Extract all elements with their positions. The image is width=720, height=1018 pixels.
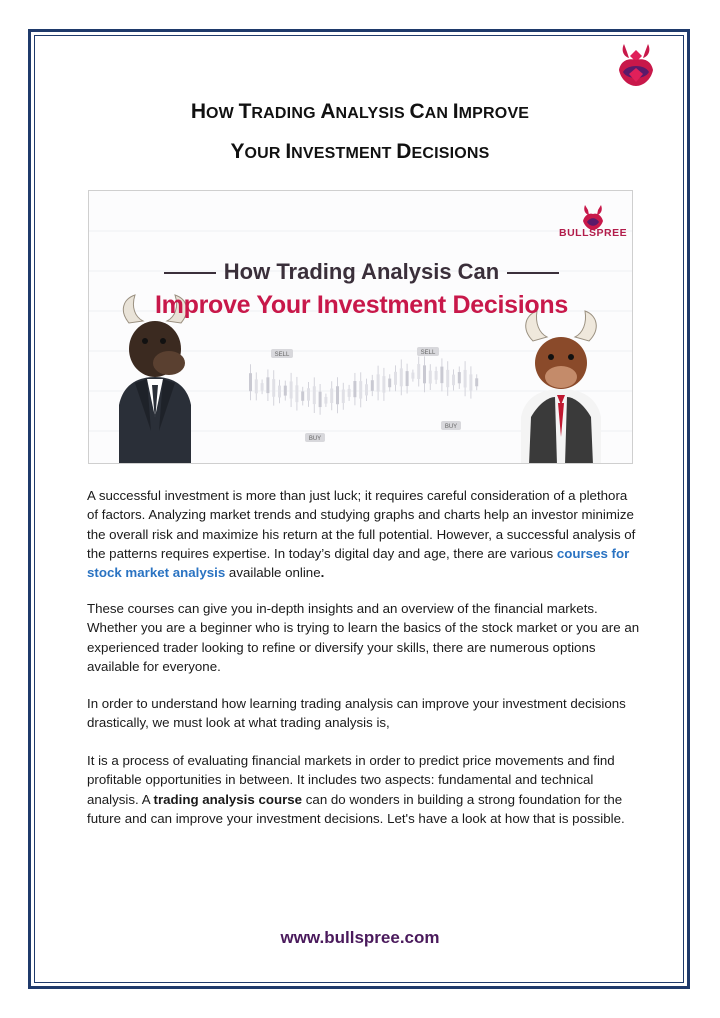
footer-url[interactable]: www.bullspree.com [280,928,440,947]
candle-body [284,386,287,396]
svg-text:SELL: SELL [274,352,290,358]
stock-analysis-courses-link[interactable]: courses for stock market analysis [87,545,630,581]
chart-tag-sell-left [271,349,293,358]
candle-body [411,373,414,379]
candle-body [249,373,252,391]
candle-body [464,370,467,388]
candle-body [313,386,316,404]
paragraph-1: A successful investment is more than just luck; it requires careful consideration of a plethora of factors. Analyzing market trends and studying graphs and charts help an investor minimize the overall risk and maximize his return at the full potential. However, a successful analysis of the patterns requires expertise. In today’s digital day and age, there are various courses for stock market analysis available online. [87,488,636,581]
candle-body [255,379,258,393]
bull-character-left-icon [119,295,191,464]
chart-tag-buy-left [305,433,325,442]
bull-character-right-icon [521,311,601,464]
candle-body [307,388,310,400]
candle-body [330,389,333,403]
candle-body [440,367,443,384]
bullspree-logo-icon [615,40,657,88]
candle-body [365,384,368,395]
candlestick-chart [249,356,478,414]
candle-body [382,376,385,392]
candle-body [319,392,322,407]
candle-body [469,374,472,390]
candle-body [400,368,403,386]
chart-tag-sell-right [417,347,439,356]
candle-body [348,389,351,397]
svg-text:BUY: BUY [444,424,458,430]
heading-dash-left [164,272,216,274]
candle-body [371,380,374,391]
candle-body [429,371,432,384]
svg-text:BUY: BUY [308,436,322,442]
banner-heading-line2: Improve Your Investment Decisions [155,291,568,319]
candle-body [475,378,478,386]
banner-heading-line1: How Trading Analysis Can [89,259,633,285]
candle-body [423,365,426,383]
trading-analysis-course-text: trading analysis course [153,791,303,807]
paragraph-4: It is a process of evaluating financial markets in order to predict price movements and find profitable opportunities in between. It includes two aspects: fundamental and technical analysis. A trading analysis course can do wonders in building a strong foundation for the future and can improve your investment decisions. Let's have a look at how that is possible. [87,753,625,826]
candle-body [435,371,438,380]
candle-body [278,386,281,398]
candle-body [446,370,449,387]
candle-body [336,386,339,404]
candle-body [261,383,264,390]
candle-body [359,381,362,399]
candle-body [353,381,356,397]
banner-brand-name: BULLSPREE [559,227,628,239]
candle-body [377,374,380,391]
heading-dash-right [507,272,559,274]
candle-body [458,372,461,383]
candle-body [417,364,420,379]
candle-body [295,385,298,402]
banner-illustration [89,191,633,464]
candle-body [301,391,304,400]
document-title-line1: HOW TRADING ANALYSIS CAN IMPROVE [190,100,530,123]
candle-body [342,390,345,403]
chart-tag-buy-right [441,421,461,430]
hero-banner [88,190,633,464]
candle-body [388,379,391,388]
candle-body [452,375,455,386]
svg-text:SELL: SELL [420,350,436,356]
candle-body [272,379,275,397]
candle-body [290,381,293,398]
candle-body [266,377,269,393]
paragraph-3: In order to understand how learning trading analysis can improve your investment decisions drastically, we must look at what trading analysis is, [87,696,626,731]
candle-body [406,371,409,386]
paragraph-2: These courses can give you in-depth insights and an overview of the financial markets. Whether you are a beginner who is trying to learn the basics of the stock market or you are an experienced trader looking to refine or diversify your skills, there are numerous options available for everyone. [87,601,640,674]
candle-body [394,372,397,385]
document-title-line2: YOUR INVESTMENT DECISIONS [230,140,490,163]
candle-body [324,397,327,404]
